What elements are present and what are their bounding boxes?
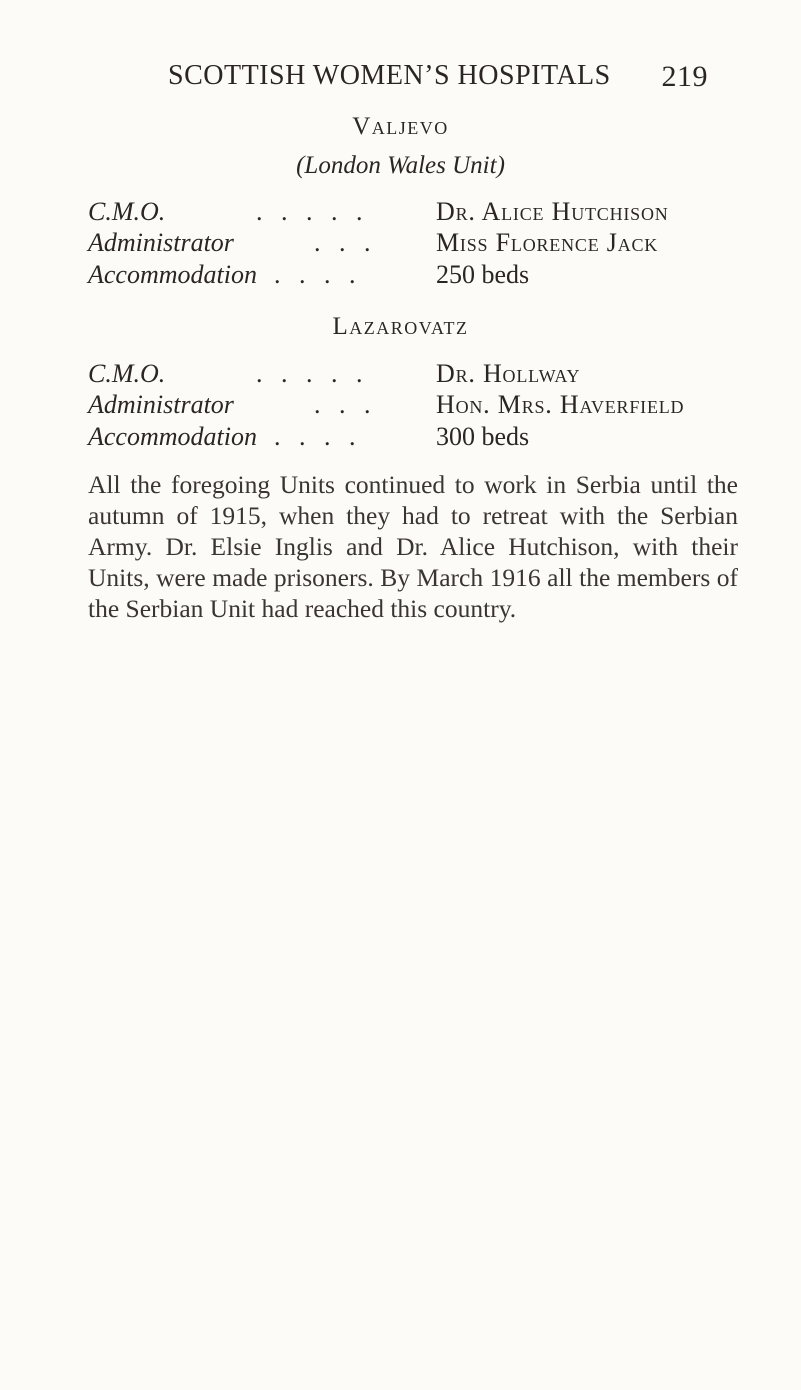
row-value: 300 beds [436, 422, 530, 451]
row-value: Dr. Hollway [436, 359, 581, 388]
row-label: C.M.O. [88, 359, 166, 388]
row-label: Accommodation [88, 422, 257, 451]
row-label: Administrator [88, 228, 234, 257]
section-subheading-valjevo: (London Wales Unit) [296, 152, 505, 179]
leader-dots: . . . [314, 390, 377, 419]
row-label: Accommodation [88, 260, 257, 289]
row-value: 250 beds [436, 260, 530, 289]
running-title: SCOTTISH WOMEN’S HOSPITALS [168, 60, 611, 91]
row-value: Miss Florence Jack [436, 228, 659, 257]
row-value: Hon. Mrs. Haverfield [436, 390, 685, 419]
page-number: 219 [661, 60, 708, 93]
section-heading-lazarovatz: Lazarovatz [332, 313, 469, 340]
running-head [168, 60, 708, 94]
leader-dots: . . . . . [256, 197, 369, 226]
leader-dots: . . . . [274, 422, 362, 451]
row-label: C.M.O. [88, 197, 166, 226]
row-label: Administrator [88, 390, 234, 419]
leader-dots: . . . . . [256, 359, 369, 388]
section-heading-valjevo: Valjevo [352, 113, 449, 140]
leader-dots: . . . [314, 228, 377, 257]
body-paragraph: All the foregoing Units continued to work in Serbia until the autumn of 1915, when they had to retreat with the Serbian Army. Dr. Elsie Inglis and Dr. Alice Hutchison, with their Units, were made prisoners. By March 1916 all the members of the Serbian Unit had reached this country. [88, 470, 738, 623]
leader-dots: . . . . [274, 260, 362, 289]
row-value: Dr. Alice Hutchison [436, 197, 669, 226]
